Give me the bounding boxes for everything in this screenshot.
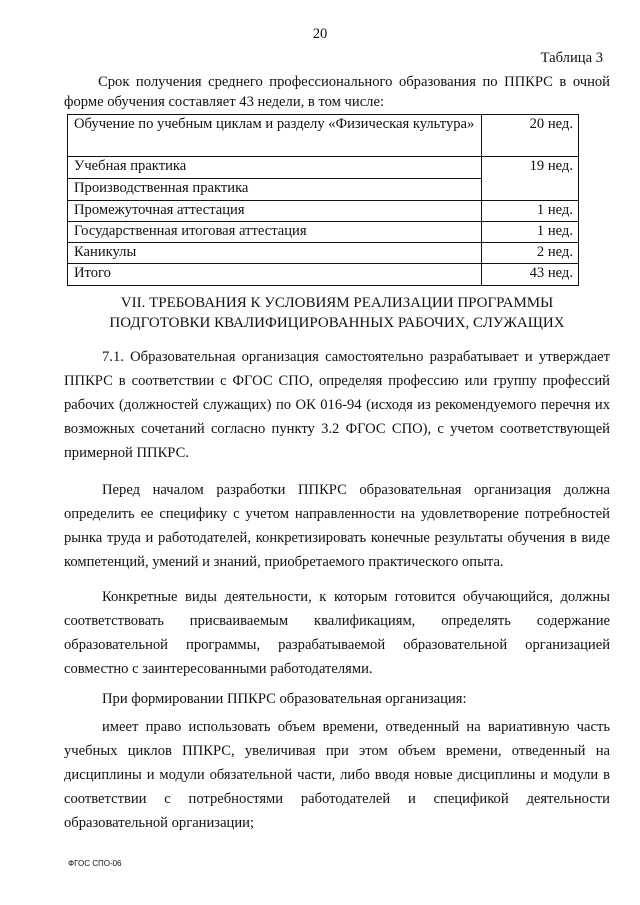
row-weeks: 2 нед. (482, 243, 579, 264)
row-name: Производственная практика (68, 179, 482, 201)
page-number: 20 (312, 26, 328, 42)
section-title-line: VII. ТРЕБОВАНИЯ К УСЛОВИЯМ РЕАЛИЗАЦИИ ПРОГРАММЫ (120, 295, 554, 311)
body-paragraph: Конкретные виды деятельности, к которым готовится обучающийся, должны соответствовать присваиваемым квалификациям, определять содержание образовательной программы, разрабатываемой образовательной организацией совместно с заинтересованными работодателями. (64, 589, 610, 677)
row-name: Промежуточная аттестация (68, 201, 482, 222)
table-row (68, 243, 579, 264)
row-weeks: 43 нед. (482, 264, 579, 286)
study-term-table (67, 114, 579, 286)
table-row (68, 264, 579, 286)
row-name: Каникулы (68, 243, 482, 264)
body-paragraph: Перед началом разработки ППКРС образовательная организация должна определить ее специфику с учетом направленности на удовлетворение потребностей рынка труда и работодателей, конкретизировать конечные результаты обучения в виде компетенций, умений и знаний, приобретаемого практического опыта. (64, 482, 610, 570)
table-label: Таблица 3 (540, 50, 603, 66)
page-footer: ФГОС СПО-06 (68, 859, 122, 868)
row-weeks: 1 нед. (482, 201, 579, 222)
section-title (64, 293, 610, 333)
row-weeks: 1 нед. (482, 222, 579, 243)
table-row (68, 201, 579, 222)
table-row (68, 115, 579, 157)
row-name: Итого (68, 264, 482, 286)
table-row (68, 222, 579, 243)
row-weeks: 20 нед. (482, 115, 579, 157)
body-paragraph: имеет право использовать объем времени, отведенный на вариативную часть учебных циклов ППКРС, увеличивая при этом объем времени, отведенный на дисциплины и модули обязательной части, либо вводя новые дисциплины и модули в соответствии с потребностями работодателей и спецификой деятельности образовательной организации; (64, 719, 610, 831)
row-name: Обучение по учебным циклам и разделу «Физическая культура» (68, 115, 482, 157)
section-title-line: ПОДГОТОВКИ КВАЛИФИЦИРОВАННЫХ РАБОЧИХ, СЛУЖАЩИХ (109, 315, 565, 331)
row-name: Учебная практика (68, 157, 482, 179)
body-paragraph: При формировании ППКРС образовательная организация: (102, 691, 467, 707)
table-row (68, 157, 579, 179)
row-weeks: 19 нед. (482, 157, 579, 201)
row-name: Государственная итоговая аттестация (68, 222, 482, 243)
body-paragraph: 7.1. Образовательная организация самостоятельно разрабатывает и утверждает ППКРС в соответствии с ФГОС СПО, определяя профессию или группу профессий рабочих (должностей служащих) по ОК 016-94 (исходя из рекомендуемого перечня их возможных сочетаний согласно пункту 3.2 ФГОС СПО), с учетом соответствующей примерной ППКРС. (64, 349, 610, 461)
intro-paragraph: Срок получения среднего профессионального образования по ППКРС в очной форме обучения составляет 43 недели, в том числе: (64, 74, 610, 110)
